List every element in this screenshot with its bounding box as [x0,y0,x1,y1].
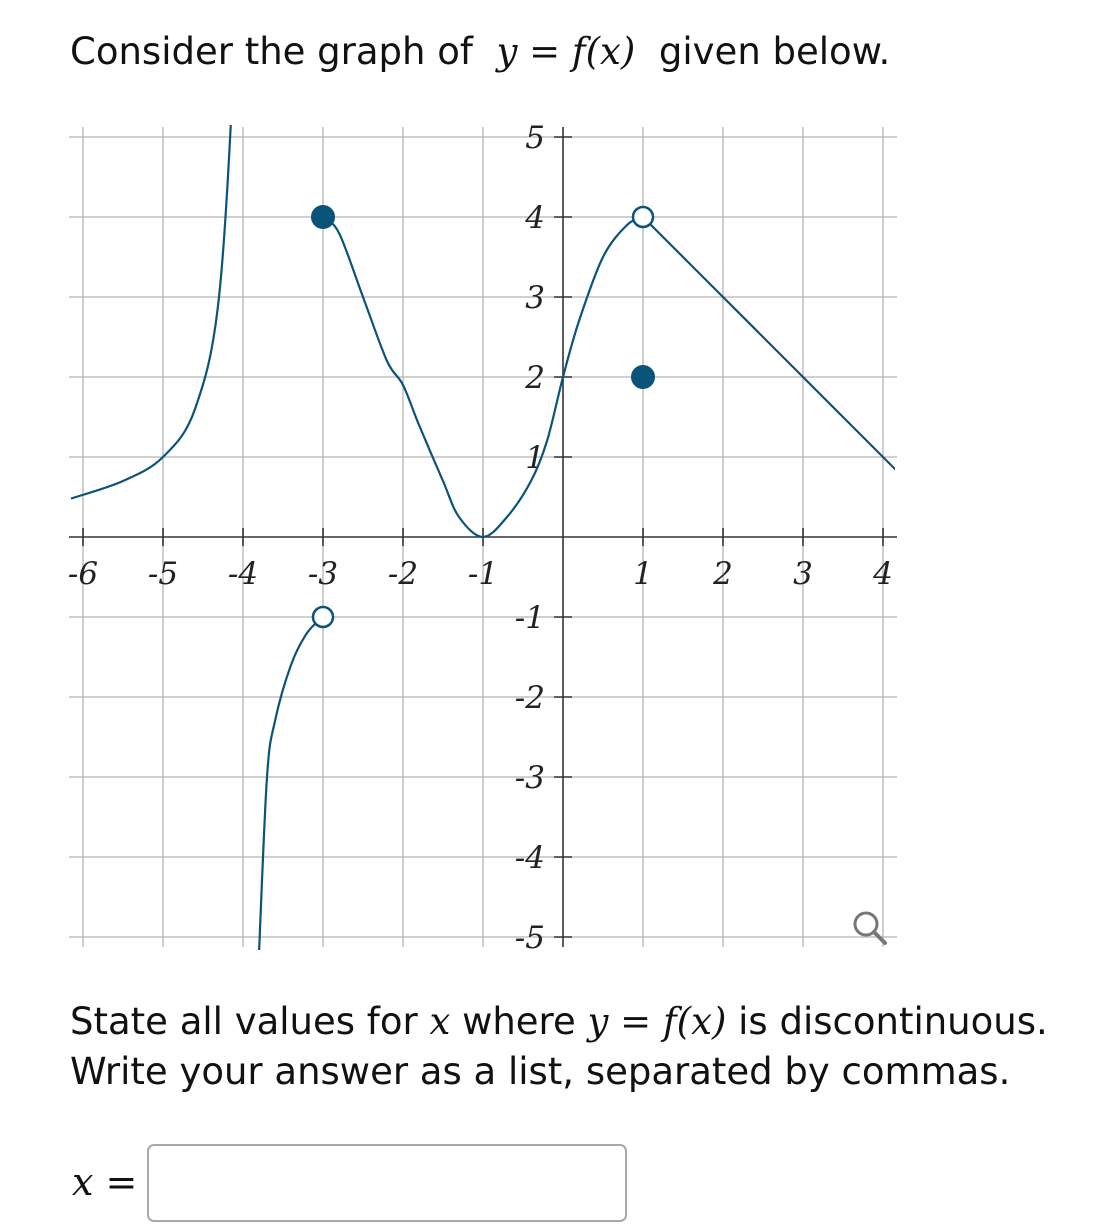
curve-segment [643,217,899,473]
function-notation: y = f(x) [587,1000,727,1043]
curve-segment [71,0,243,499]
answer-input[interactable] [147,1144,627,1222]
y-tick-label: -4 [514,840,545,876]
curves [71,0,899,953]
intro-suffix: given below. [658,30,891,73]
x-tick-label: 4 [873,556,893,592]
question-line-2: Write your answer as a list, separated by commas. [70,1050,1011,1093]
x-tick-label: -5 [147,556,179,592]
closed-point [632,366,654,388]
y-tick-label: -2 [514,680,545,716]
x-tick-label: -6 [67,556,99,592]
magnifier-icon[interactable] [855,913,885,943]
intro-prefix: Consider the graph of [70,30,473,73]
var-x: x [429,1000,451,1043]
y-tick-label: 5 [525,120,545,156]
open-point [313,607,333,627]
y-tick-label: 2 [525,360,545,396]
y-tick-label: -3 [514,760,545,796]
y-tick-label: -1 [514,600,545,636]
x-tick-label: 3 [793,556,813,592]
curve-segment [259,617,323,953]
y-tick-label: 4 [525,200,545,236]
answer-label: x = [72,1160,138,1204]
closed-point [312,206,334,228]
tick-labels [68,120,893,956]
x-tick-label: -1 [467,556,499,592]
x-tick-label: 1 [633,556,653,592]
x-tick-label: -4 [227,556,259,592]
y-tick-label: 3 [525,280,545,316]
y-tick-label: -5 [514,920,545,956]
x-tick-label: -2 [387,556,419,592]
x-tick-label: -3 [307,556,339,592]
function-notation: y = f(x) [496,30,636,73]
question-line-1: State all values for x where y = f(x) is discontinuous. [70,1000,1048,1043]
x-tick-label: 2 [713,556,733,592]
open-point [633,207,653,227]
y-tick-label: 1 [525,440,545,476]
